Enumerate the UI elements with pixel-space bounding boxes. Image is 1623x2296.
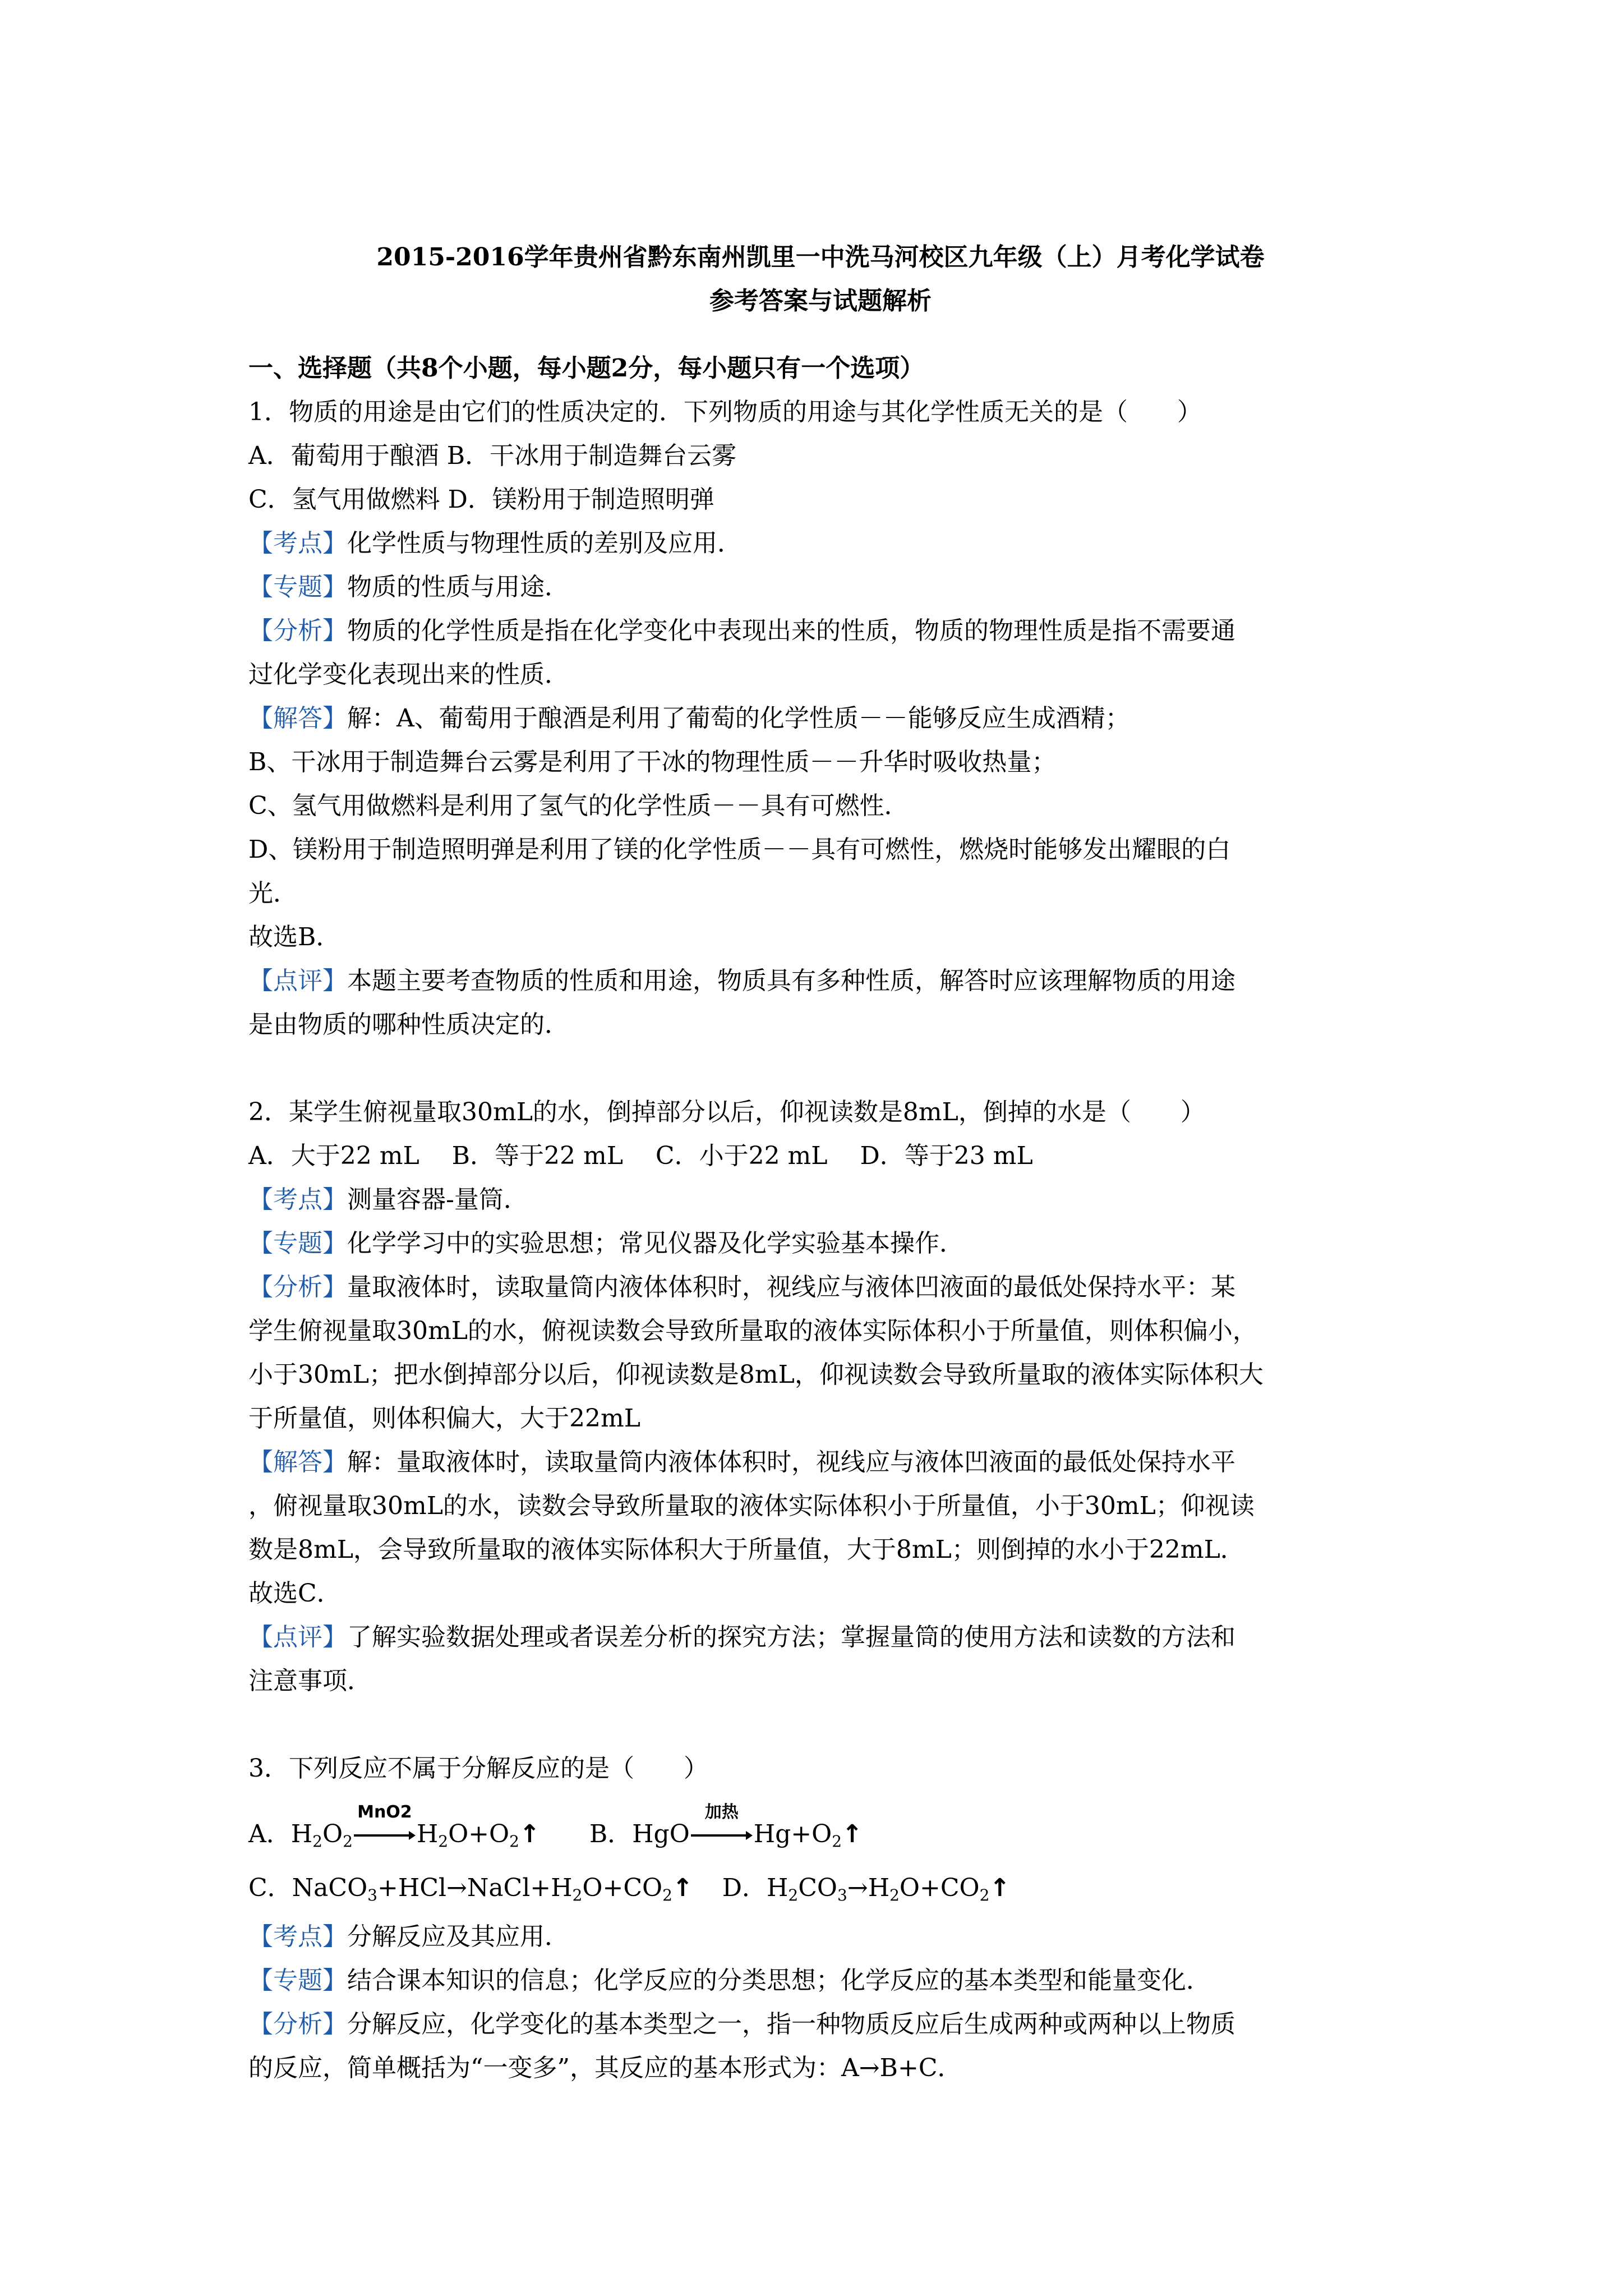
- q2-dianping-text-2: 注意事项．: [248, 1667, 372, 1695]
- reaction-arrow-icon: [354, 1802, 416, 1844]
- q2-dianping: [248, 1616, 1393, 1659]
- doc-title: 2015-2016学年贵州省黔东南州凯里一中洗马河校区九年级（上）月考化学试卷: [376, 243, 1265, 272]
- spacer: [248, 1791, 1393, 1807]
- q2-fenxi-text-2: 学生俯视量取30mL的水，俯视读数会导致所量取的液体实际体积小于所量值，则体积偏小，: [248, 1317, 1257, 1345]
- document-page: [248, 236, 1393, 2090]
- jieda-tag: 【解答】: [248, 1448, 347, 1476]
- q3-optB-condition: 加热: [704, 1802, 739, 1822]
- q3-optA-formula: $H_2O_2$ MnO2 $H_2O+O_2↑$: [291, 1802, 540, 1851]
- q1-fenxi-text-2: 过化学变化表现出来的性质．: [248, 660, 569, 689]
- reaction-arrow-icon: [691, 1802, 753, 1844]
- q1-jieda-text-3: C、氢气用做燃料是利用了氢气的化学性质－－具有可燃性．: [248, 792, 909, 820]
- q1-zhuanti-text: 物质的性质与用途．: [347, 573, 569, 601]
- dianping-tag: 【点评】: [248, 967, 347, 995]
- spacer: [248, 1703, 1393, 1747]
- q1-dianping-text-2: 是由物质的哪种性质决定的．: [248, 1010, 569, 1039]
- q2-dianping-text-1: 了解实验数据处理或者误差分析的探究方法；掌握量筒的使用方法和读数的方法和: [347, 1623, 1235, 1651]
- q1-jieda-text-2: B、干冰用于制造舞台云雾是利用了干冰的物理性质－－升华时吸收热量；: [248, 748, 1057, 776]
- question-2: [248, 1091, 1393, 1703]
- kaodian-tag: 【考点】: [248, 1922, 347, 1951]
- q3-fenxi-text-1: 分解反应，化学变化的基本类型之一，指一种物质反应后生成两种或两种以上物质: [347, 2010, 1235, 2039]
- q1-kaodian: [248, 522, 1393, 565]
- zhuanti-tag: 【专题】: [248, 1966, 347, 1995]
- fenxi-tag: 【分析】: [248, 2010, 347, 2039]
- q2-kaodian-text: 测量容器-量筒．: [347, 1185, 528, 1214]
- question-3: [248, 1747, 1393, 2090]
- q1-options-cd: C．氢气用做燃料 D．镁粉用于制造照明弹: [248, 485, 714, 514]
- q1-options-ab: A．葡萄用于酿酒 B．干冰用于制造舞台云雾: [248, 441, 737, 470]
- q3-optD-label: D．: [722, 1874, 767, 1902]
- zhuanti-tag: 【专题】: [248, 573, 347, 601]
- jieda-tag: 【解答】: [248, 704, 347, 733]
- q3-fenxi: [248, 2003, 1393, 2046]
- q2-fenxi-text-3: 小于30mL；把水倒掉部分以后，仰视读数是8mL，仰视读数会导致所量取的液体实际体积大: [248, 1360, 1264, 1389]
- section-heading: 一、选择题（共8个小题，每小题2分，每小题只有一个选项）: [248, 354, 925, 383]
- q3-optC-formula: $NaCO_3+HCl\to NaCl+H_2O+CO_2↑$: [292, 1874, 693, 1904]
- q3-fenxi-text-2: 的反应，简单概括为“一变多”，其反应的基本形式为：A→B+C．: [248, 2054, 962, 2082]
- gas-up-arrow-icon: ↑: [519, 1820, 540, 1848]
- q3-optB-formula: HgO 加热 $Hg+O_2↑$: [632, 1802, 863, 1851]
- q3-optA-condition: MnO2: [357, 1802, 412, 1822]
- q2-fenxi-text-4: 于所量值，则体积偏大，大于22mL: [248, 1404, 640, 1433]
- q3-optA-label: A．: [248, 1820, 291, 1848]
- q1-answer: 故选B．: [248, 923, 341, 951]
- q1-kaodian-text: 化学性质与物理性质的差别及应用．: [347, 529, 742, 558]
- q3-optC-label: C．: [248, 1874, 292, 1902]
- q2-fenxi-text-1: 量取液体时，读取量筒内液体体积时，视线应与液体凹液面的最低处保持水平：某: [347, 1273, 1235, 1301]
- fenxi-tag: 【分析】: [248, 616, 347, 645]
- q3-optB-label: B．: [589, 1820, 633, 1848]
- kaodian-tag: 【考点】: [248, 529, 347, 558]
- q2-zhuanti: [248, 1222, 1393, 1266]
- q3-stem: 3．下列反应不属于分解反应的是（ ）: [248, 1754, 708, 1783]
- q2-kaodian: [248, 1178, 1393, 1222]
- zhuanti-tag: 【专题】: [248, 1229, 347, 1258]
- q1-dianping: [248, 959, 1393, 1003]
- question-1: [248, 390, 1393, 1047]
- q2-jieda: [248, 1441, 1393, 1484]
- q3-kaodian: [248, 1915, 1393, 1959]
- fenxi-tag: 【分析】: [248, 1273, 347, 1301]
- q2-jieda-text-3: 数是8mL，会导致所量取的液体实际体积大于所量值，大于8mL；则倒掉的水小于22mL．: [248, 1535, 1245, 1564]
- q2-stem: 2．某学生俯视量取30mL的水，倒掉部分以后，仰视读数是8mL，倒掉的水是（ ）: [248, 1098, 1205, 1126]
- q2-jieda-text-1: 解：量取液体时，读取量筒内液体体积时，视线应与液体凹液面的最低处保持水平: [347, 1448, 1235, 1476]
- q1-jieda-text-5: 光．: [248, 879, 298, 908]
- q1-zhuanti: [248, 565, 1393, 609]
- q1-fenxi: [248, 609, 1393, 653]
- dianping-tag: 【点评】: [248, 1623, 347, 1651]
- q3-optD-formula: $H_2CO_3\to H_2O+CO_2↑$: [767, 1874, 1011, 1904]
- q2-fenxi: [248, 1266, 1393, 1309]
- q1-dianping-text-1: 本题主要考查物质的性质和用途，物质具有多种性质，解答时应该理解物质的用途: [347, 967, 1235, 995]
- q2-options: A．大于22 mL B．等于22 mL C．小于22 mL D．等于23 mL: [248, 1142, 1033, 1170]
- q3-options-ab: [248, 1802, 1393, 1861]
- spacer: [248, 1047, 1393, 1091]
- q3-kaodian-text: 分解反应及其应用．: [347, 1922, 569, 1951]
- gas-up-arrow-icon: ↑: [672, 1874, 693, 1902]
- q3-zhuanti: [248, 1959, 1393, 2003]
- q2-zhuanti-text: 化学学习中的实验思想；常见仪器及化学实验基本操作．: [347, 1229, 964, 1258]
- q2-answer: 故选C．: [248, 1579, 342, 1608]
- q1-jieda-text-1: 解：A、葡萄用于酿酒是利用了葡萄的化学性质－－能够反应生成酒精；: [347, 704, 1130, 733]
- q1-jieda-text-4: D、镁粉用于制造照明弹是利用了镁的化学性质－－具有可燃性，燃烧时能够发出耀眼的白: [248, 835, 1231, 864]
- doc-subtitle: 参考答案与试题解析: [709, 287, 932, 315]
- q1-fenxi-text-1: 物质的化学性质是指在化学变化中表现出来的性质，物质的物理性质是指不需要通: [347, 616, 1235, 645]
- gas-up-arrow-icon: ↑: [989, 1874, 1011, 1902]
- gas-up-arrow-icon: ↑: [842, 1820, 863, 1848]
- kaodian-tag: 【考点】: [248, 1185, 347, 1214]
- q3-options-cd: [248, 1861, 1393, 1915]
- q2-jieda-text-2: ，俯视量取30mL的水，读数会导致所量取的液体实际体积小于所量值，小于30mL；仰视读: [248, 1492, 1255, 1520]
- q1-jieda: [248, 697, 1393, 740]
- q1-stem: 1．物质的用途是由它们的性质决定的．下列物质的用途与其化学性质无关的是（ ）: [248, 398, 1202, 426]
- q3-zhuanti-text: 结合课本知识的信息；化学反应的分类思想；化学反应的基本类型和能量变化．: [347, 1966, 1211, 1995]
